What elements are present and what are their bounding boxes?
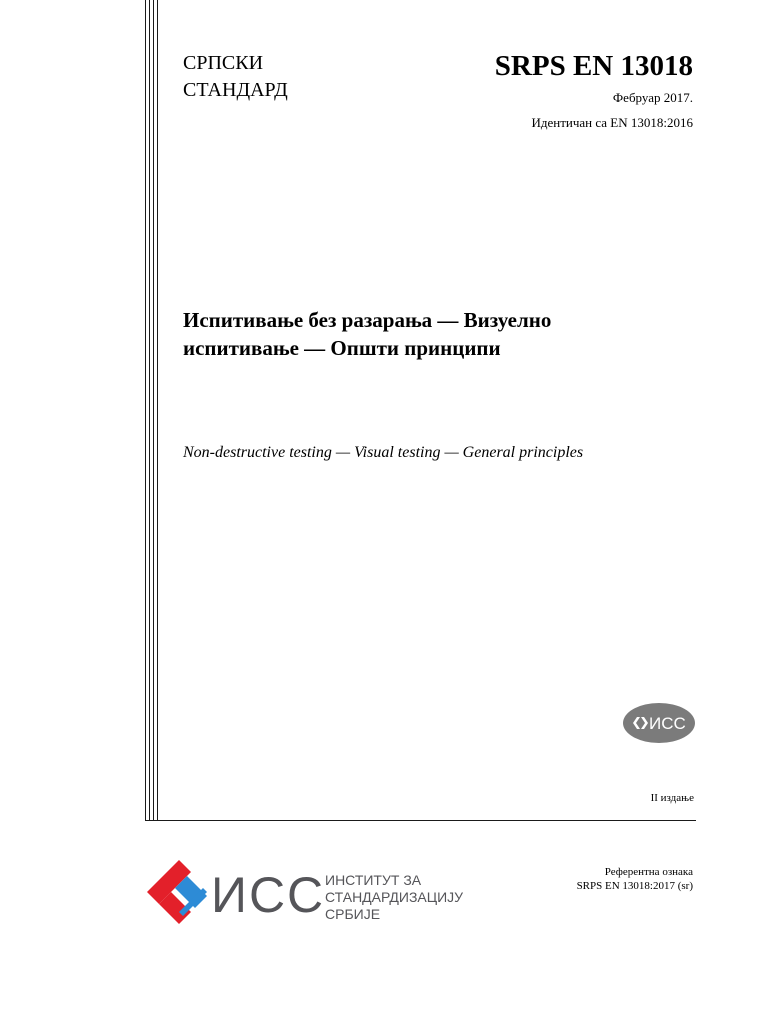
serbian-title (183, 306, 551, 362)
institute-logo (145, 856, 465, 930)
english-title: Non-destructive testing — Visual testing — General principles (183, 444, 584, 461)
document-type-line1: СРПСКИ (183, 52, 264, 74)
serbian-title-line1: Испитивање без разарања — Визуелно (183, 308, 552, 332)
serbian-title-line2: испитивање — Општи принципи (183, 336, 501, 360)
reference-label: Референтна ознака (604, 866, 693, 878)
document-type (183, 50, 288, 104)
footer-rule (145, 820, 696, 821)
border-line-2 (149, 0, 150, 820)
identical-with: Идентичан са EN 13018:2016 (531, 115, 693, 130)
edition: II издање (650, 792, 694, 804)
document-type-line2: СТАНДАРД (183, 79, 288, 101)
standard-code: SRPS EN 13018 (494, 50, 693, 82)
institute-line3: СРБИЈЕ (325, 906, 381, 922)
reference-code: SRPS EN 13018:2017 (sr) (576, 880, 693, 892)
border-line-1 (145, 0, 146, 820)
logo-mark-text: ИСС (211, 867, 326, 923)
logo-diamond-icon (147, 860, 207, 924)
institute-line2: СТАНДАРДИЗАЦИЈУ (325, 889, 464, 905)
iss-badge-logo (622, 702, 696, 744)
institute-line1: ИНСТИТУТ ЗА (325, 872, 422, 888)
border-line-3 (153, 0, 154, 820)
publication-date: Фебруар 2017. (612, 90, 693, 105)
badge-text: ИСС (649, 714, 686, 733)
border-line-4 (157, 0, 158, 820)
